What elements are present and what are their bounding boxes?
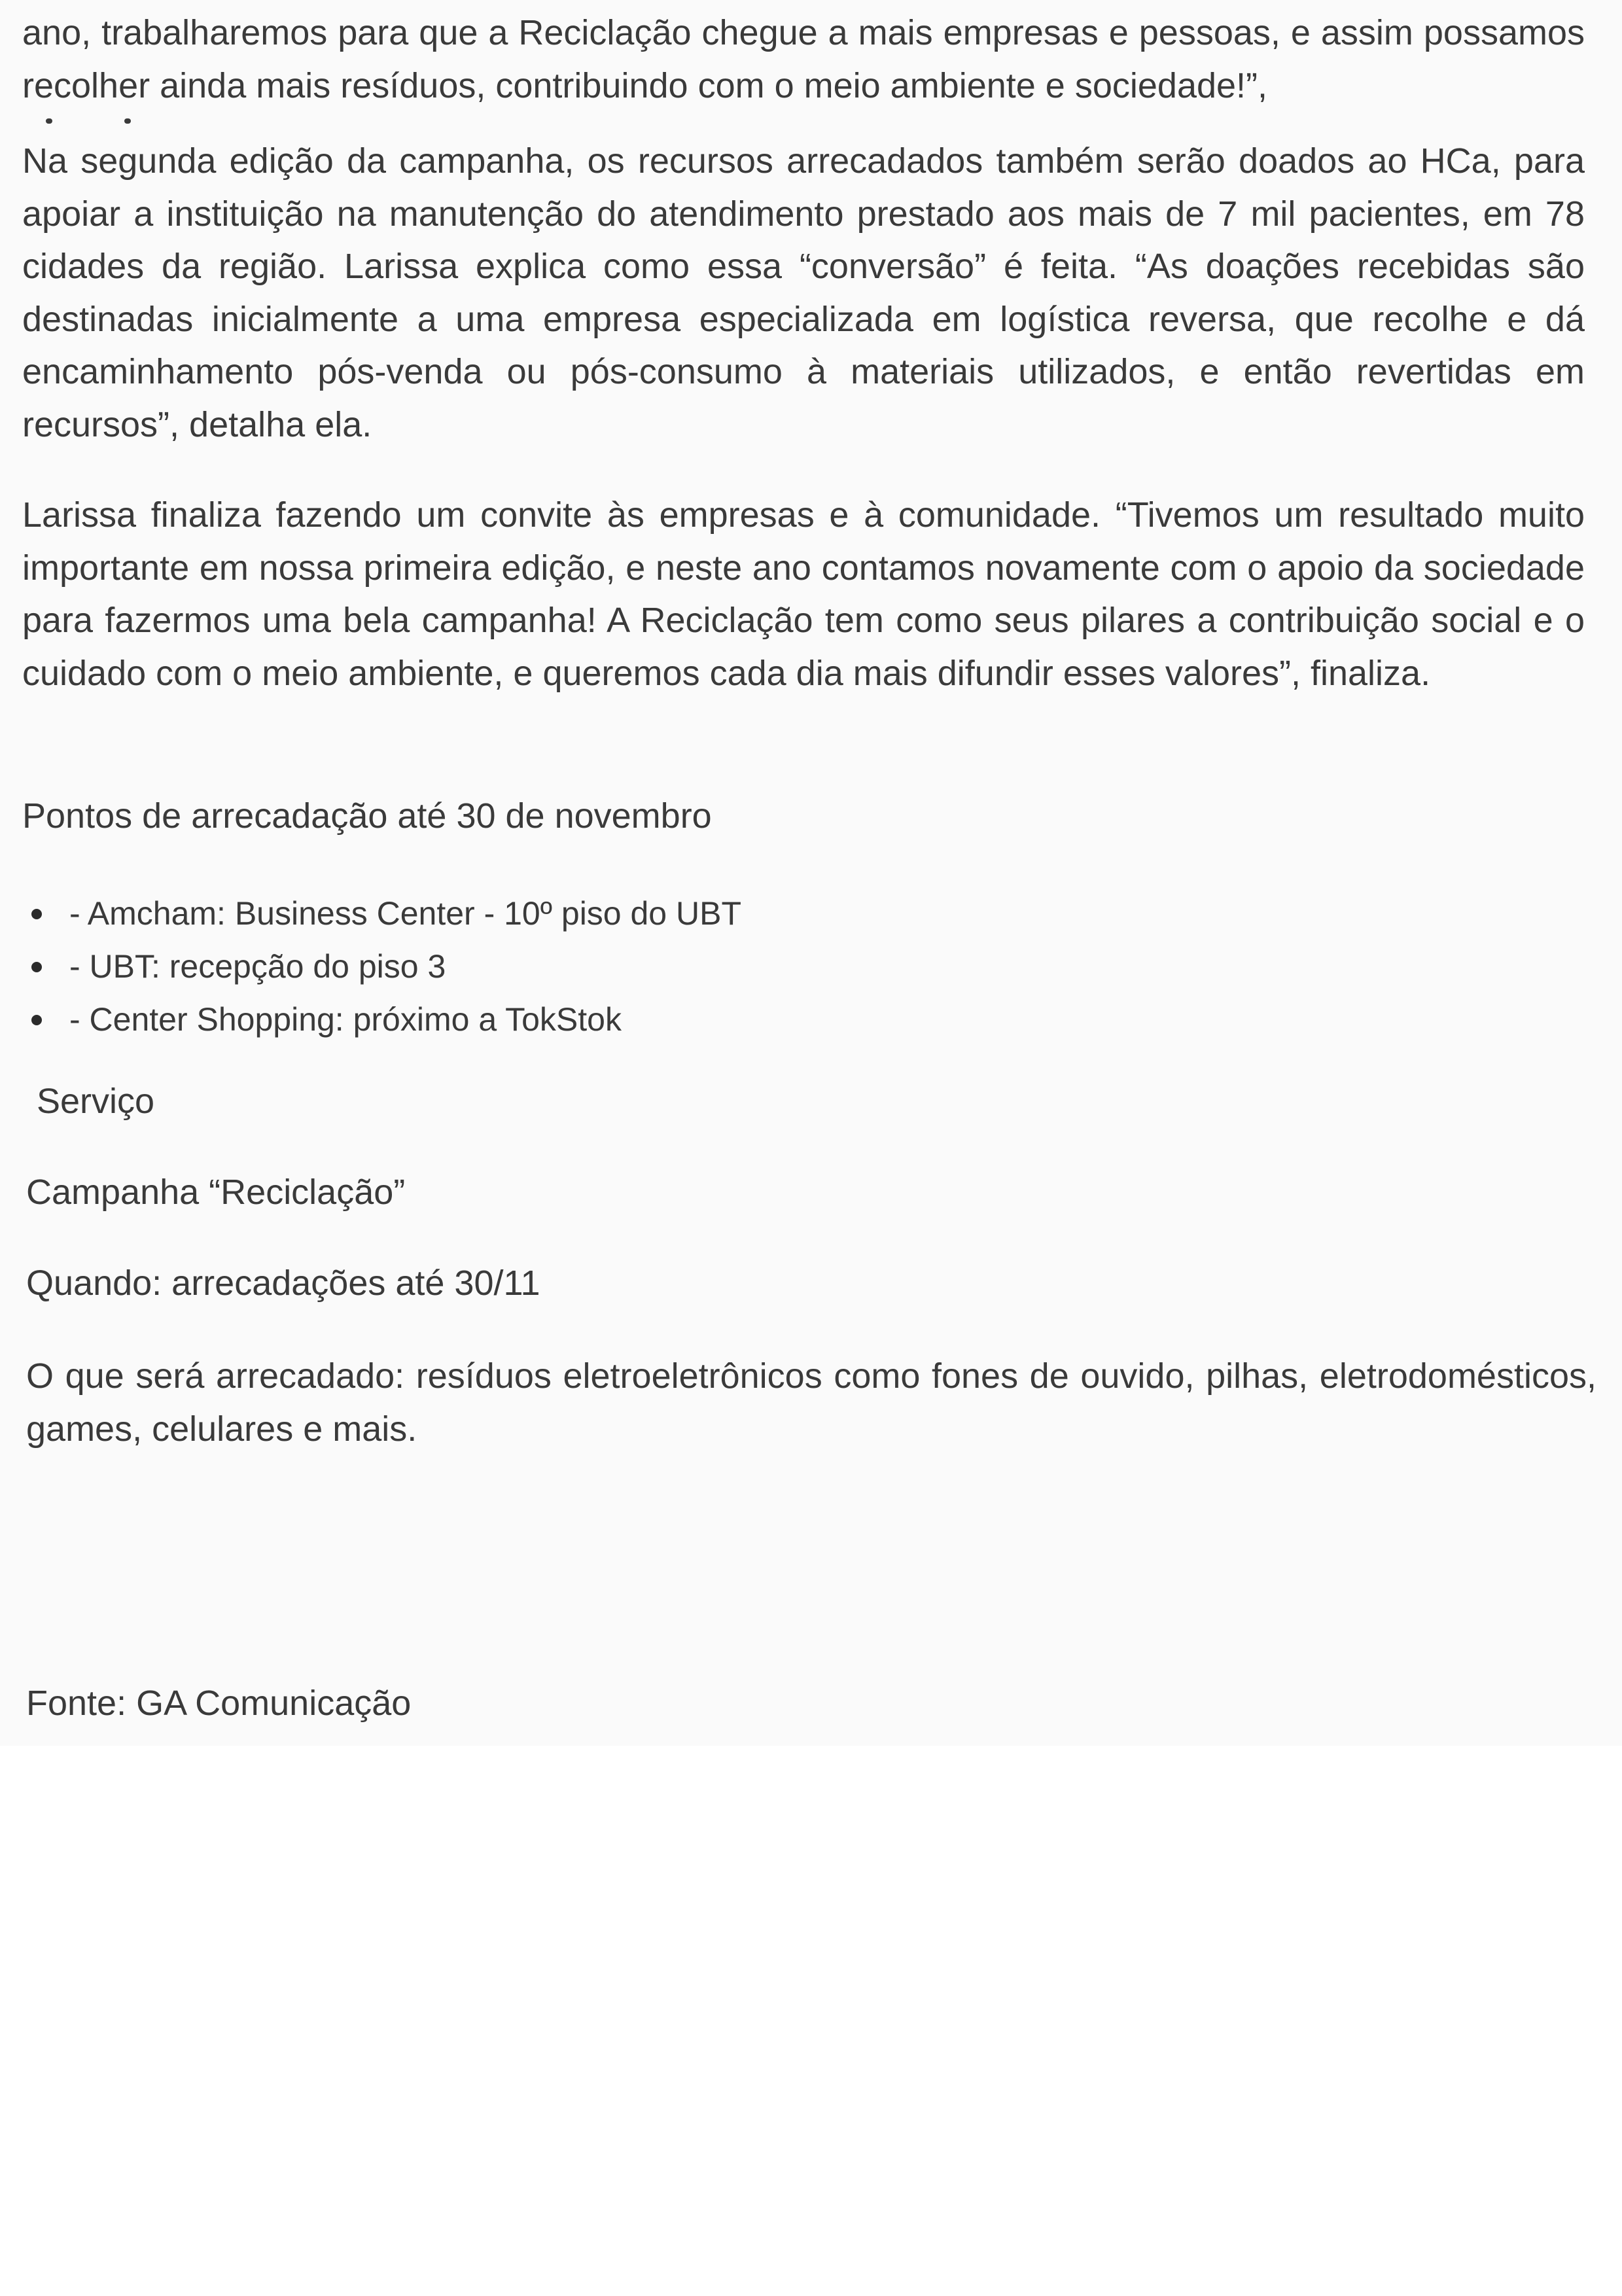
source-credit: Fonte: GA Comunicação — [26, 1684, 412, 1723]
bullet-icon — [31, 909, 42, 919]
collection-points-list — [22, 887, 741, 1046]
list-item — [22, 940, 741, 993]
when-line: Quando: arrecadações até 30/11 — [26, 1263, 540, 1303]
list-item-text: - UBT: recepção do piso 3 — [69, 948, 446, 985]
service-heading: Serviço — [37, 1082, 155, 1121]
second-edition-paragraph: Na segunda edição da campanha, os recursos arrecadados também serão doados ao HCa, para apoiar a instituição na manutenção do atendimento prestado aos mais de 7 mil pacientes, em 78 cidades da região. Larissa explica como essa “conversão” é feita. “As doações recebidas são destinadas inicialmente a uma empresa especializada em logística reversa, que recolhe e dá encaminhamento pós-venda ou pós-consumo à materiais utilizados, e então revertidas em recursos”, detalha ela. — [22, 141, 1585, 444]
collection-points-heading: Pontos de arrecadação até 30 de novembro — [22, 796, 712, 836]
list-item-text: - Center Shopping: próximo a TokStok — [69, 1001, 622, 1038]
clipped-text-fragment — [46, 115, 203, 128]
list-item — [22, 993, 741, 1046]
campaign-name: Campanha “Reciclação” — [26, 1173, 406, 1212]
bullet-icon — [31, 1015, 42, 1025]
closing-paragraph: Larissa finaliza fazendo um convite às empresas e à comunidade. “Tivemos um resultado muito importante em nossa primeira edição, e neste ano contamos novamente com o apoio da sociedade para fazermos uma bela campanha! A Reciclação tem como seus pilares a contribuição social e o cuidado com o meio ambiente, e queremos cada dia mais difundir esses valores”, finaliza. — [22, 495, 1585, 693]
list-item-text: - Amcham: Business Center - 10º piso do UBT — [69, 895, 742, 932]
list-item — [22, 887, 741, 940]
bullet-icon — [31, 962, 42, 972]
what-collected-paragraph: O que será arrecadado: resíduos eletroeletrônicos como fones de ouvido, pilhas, eletrodomésticos, games, celulares e mais. — [26, 1356, 1596, 1449]
intro-paragraph-tail: ano, trabalharemos para que a Reciclação chegue a mais empresas e pessoas, e assim possamos recolher ainda mais resíduos, contribuindo com o meio ambiente e sociedade!”, — [22, 13, 1585, 105]
